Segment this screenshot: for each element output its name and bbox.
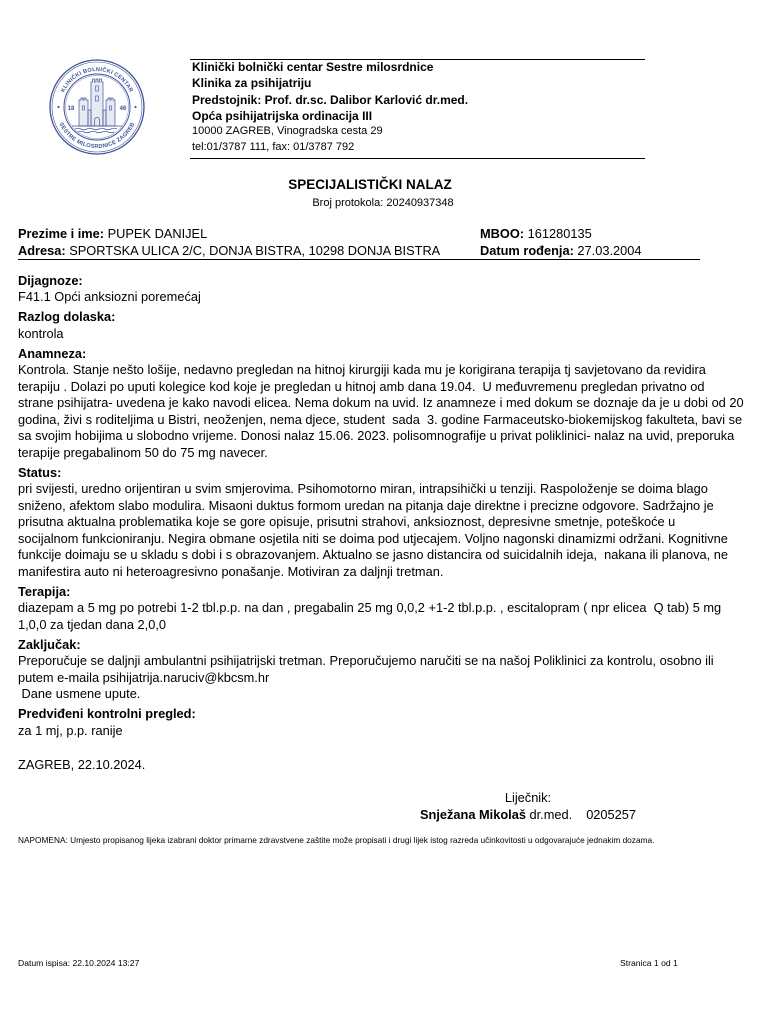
status-line: sniženo, afektom slabo modulira. Misaoni duktus formom uredan na pitanja daje direktne i precizne odgovore. Sadržajno je (18, 497, 714, 513)
castle-icon (72, 79, 122, 133)
hospital-seal-logo (48, 58, 146, 156)
status-line: prisutna aktualna problematika koje se gore opisuje, prisutni strahovi, anksioznost, depresivne smetnje, poteškoće u (18, 514, 676, 529)
therapy-line: diazepam a 5 mg po potrebi 1-2 tbl.p.p. na dan , pregabalin 25 mg 0,0,2 +1-2 tbl.p.p. , escitalopram ( npr elicea Q tab) 5 mg (18, 600, 722, 615)
physician-title: dr.med. (529, 807, 573, 822)
seal-year-left: 18 (67, 106, 75, 112)
institution-address: 10000 ZAGREB, Vinogradska cesta 29 (192, 125, 383, 138)
section-reason (18, 309, 744, 342)
anamnesis-line: terapije pregabalinom 50 do 75 mg navecer. (18, 444, 268, 460)
section-diagnoses (18, 273, 744, 306)
patient-info-rule (18, 259, 700, 260)
therapy-label: Terapija: (18, 583, 71, 599)
follow-up-text (18, 723, 744, 740)
section-follow-up (18, 706, 744, 739)
patient-address-label: Adresa: (18, 243, 66, 258)
reason-label: Razlog dolaska: (18, 309, 116, 324)
therapy-text (18, 600, 744, 633)
anamnesis-text (18, 362, 744, 461)
diagnosis-line: F41.1 Opći anksiozni poremećaj (18, 289, 201, 304)
clinic-head: Predstojnik: Prof. dr.sc. Dalibor Karlović dr.med. (192, 92, 469, 107)
seal-bottom-text: SESTRE MILOSRDNICE ZAGREB (57, 121, 137, 151)
patient-info-right (480, 225, 641, 259)
physician-name: Snježana Mikolaš (419, 807, 526, 822)
diagnoses-text (18, 289, 744, 306)
anamnesis-line: terapiju . Dolazi po uputi kolegice kod koje je pregledan u hitnoj amb dana 19.04. U međuvremenu pregledan privatno od (18, 378, 705, 394)
section-conclusion (18, 637, 744, 703)
anamnesis-line: godina, živi s roditeljima u Bistri, neoženjen, nema djece, student sada 3. godine Farmaceutsko-biokemijskog fakulteta, bavi se (18, 411, 743, 427)
place-and-date: ZAGREB, 22.10.2024. (18, 757, 146, 772)
institution-header (192, 59, 468, 155)
patient-mboo-label: MBOO: (480, 226, 525, 241)
follow-up-line: za 1 mj, p.p. ranije (18, 722, 123, 738)
physician-code: 0205257 (586, 807, 637, 822)
follow-up-label: Predviđeni kontrolni pregled: (18, 706, 196, 721)
status-line: socijalnom funkcioniranju. Negira obmane osjetila niti se doima pod utjecajem. Voljno nagonski dinamizmi održani. Kognitivne (18, 530, 728, 546)
patient-info-left (18, 225, 440, 259)
patient-name-label: Prezime i ime: (18, 226, 105, 241)
patient-address-row (18, 242, 440, 259)
reason-text (18, 326, 744, 343)
anamnesis-line: Kontrola. Stanje nešto lošije, nedavno pregledan na hitnoj kirurgiji kada mu je korigirana terapija tj savjetovano da revidira (18, 362, 706, 377)
conclusion-line: Dane usmene upute. (18, 686, 141, 701)
document-title: SPECIJALISTIČKI NALAZ (288, 177, 452, 192)
seal-top-text: KLINIČKI BOLNIČKI CENTAR (60, 66, 134, 94)
institution-contact: tel:01/3787 111, fax: 01/3787 792 (192, 140, 355, 153)
section-anamnesis (18, 346, 744, 462)
conclusion-line: putem e-maila psihijatrija.naruciv@kbcsm.hr (18, 669, 270, 685)
status-label: Status: (18, 464, 62, 480)
section-status (18, 465, 744, 581)
prescription-note: NAPOMENA: Umjesto propisanog lijeka izabrani doktor primarne zdravstvene zaštite može propisati i drugi lijek istog razreda učinkovitosti u odgovarajuće jednakim dozama. (18, 835, 655, 845)
physician-name-row (408, 806, 648, 823)
anamnesis-line: sa svojim hobijima u slobodno vrijeme. Donosi nalaz 15.06. 2023. polisomnografije u privat poliklinici- nalaz na uvid, preporuka (18, 428, 735, 443)
status-line: pri svijesti, uredno orijentiran u svim smjerovima. Psihomotorno miran, intrapsihički u tenziji. Raspoloženje se doima blago (18, 481, 708, 496)
section-therapy (18, 584, 744, 634)
patient-address: SPORTSKA ULICA 2/C, DONJA BISTRA, 10298 DONJA BISTRA (69, 243, 441, 258)
anamnesis-label: Anamneza: (18, 345, 87, 361)
patient-dob-label: Datum rođenja: (480, 243, 574, 258)
patient-name-row (18, 225, 440, 242)
print-date: Datum ispisa: 22.10.2024 13:27 (18, 958, 140, 968)
conclusion-label: Zaključak: (18, 636, 81, 652)
header-bottom-rule (190, 158, 645, 159)
protocol-label: Broj protokola: (312, 197, 384, 209)
patient-dob: 27.03.2004 (577, 243, 642, 258)
page-number: Stranica 1 od 1 (620, 958, 678, 968)
patient-mboo-row (480, 225, 641, 242)
status-text (18, 481, 744, 580)
physician-label: Liječnik: (504, 790, 552, 805)
seal-year-right: 46 (119, 106, 127, 112)
patient-name: PUPEK DANIJEL (107, 226, 208, 241)
status-line: manifestira auto ni heteroagresivno ponašanje. Motiviran za daljnji tretman. (18, 563, 444, 579)
patient-dob-row (480, 242, 641, 259)
patient-mboo: 161280135 (527, 226, 592, 241)
protocol-number-line (273, 196, 493, 210)
therapy-line: 1,0,0 za tjedan dana 2,0,0 (18, 616, 166, 632)
clinic-name: Klinika za psihijatriju (192, 76, 312, 91)
diagnoses-label: Dijagnoze: (18, 272, 83, 288)
reason-line: kontrola (18, 325, 64, 341)
department-name: Opća psihijatrijska ordinacija III (192, 108, 373, 123)
conclusion-text (18, 653, 744, 703)
anamnesis-line: strane psihijatra- uvedena je kako navodi elicea. Nema dokum na uvid. Iz anamneze i med dokum se doznaje da je u dobi od 20 (18, 395, 744, 410)
institution-name: Klinički bolnički centar Sestre milosrdnice (192, 60, 434, 74)
physician-signature-block (408, 789, 648, 823)
conclusion-line: Preporučuje se daljnji ambulantni psihijatrijski tretman. Preporučujemo naručiti se na našoj Poliklinici za kontrolu, osobno ili (18, 653, 714, 668)
report-body (18, 273, 744, 740)
protocol-number: 20240937348 (386, 197, 454, 209)
status-line: funkcije doimaju se u skladu s dobi i s obrazovanjem. Aktualno se jasno distancira od suicidalnih ideja, nakana ili planova, ne (18, 547, 728, 562)
